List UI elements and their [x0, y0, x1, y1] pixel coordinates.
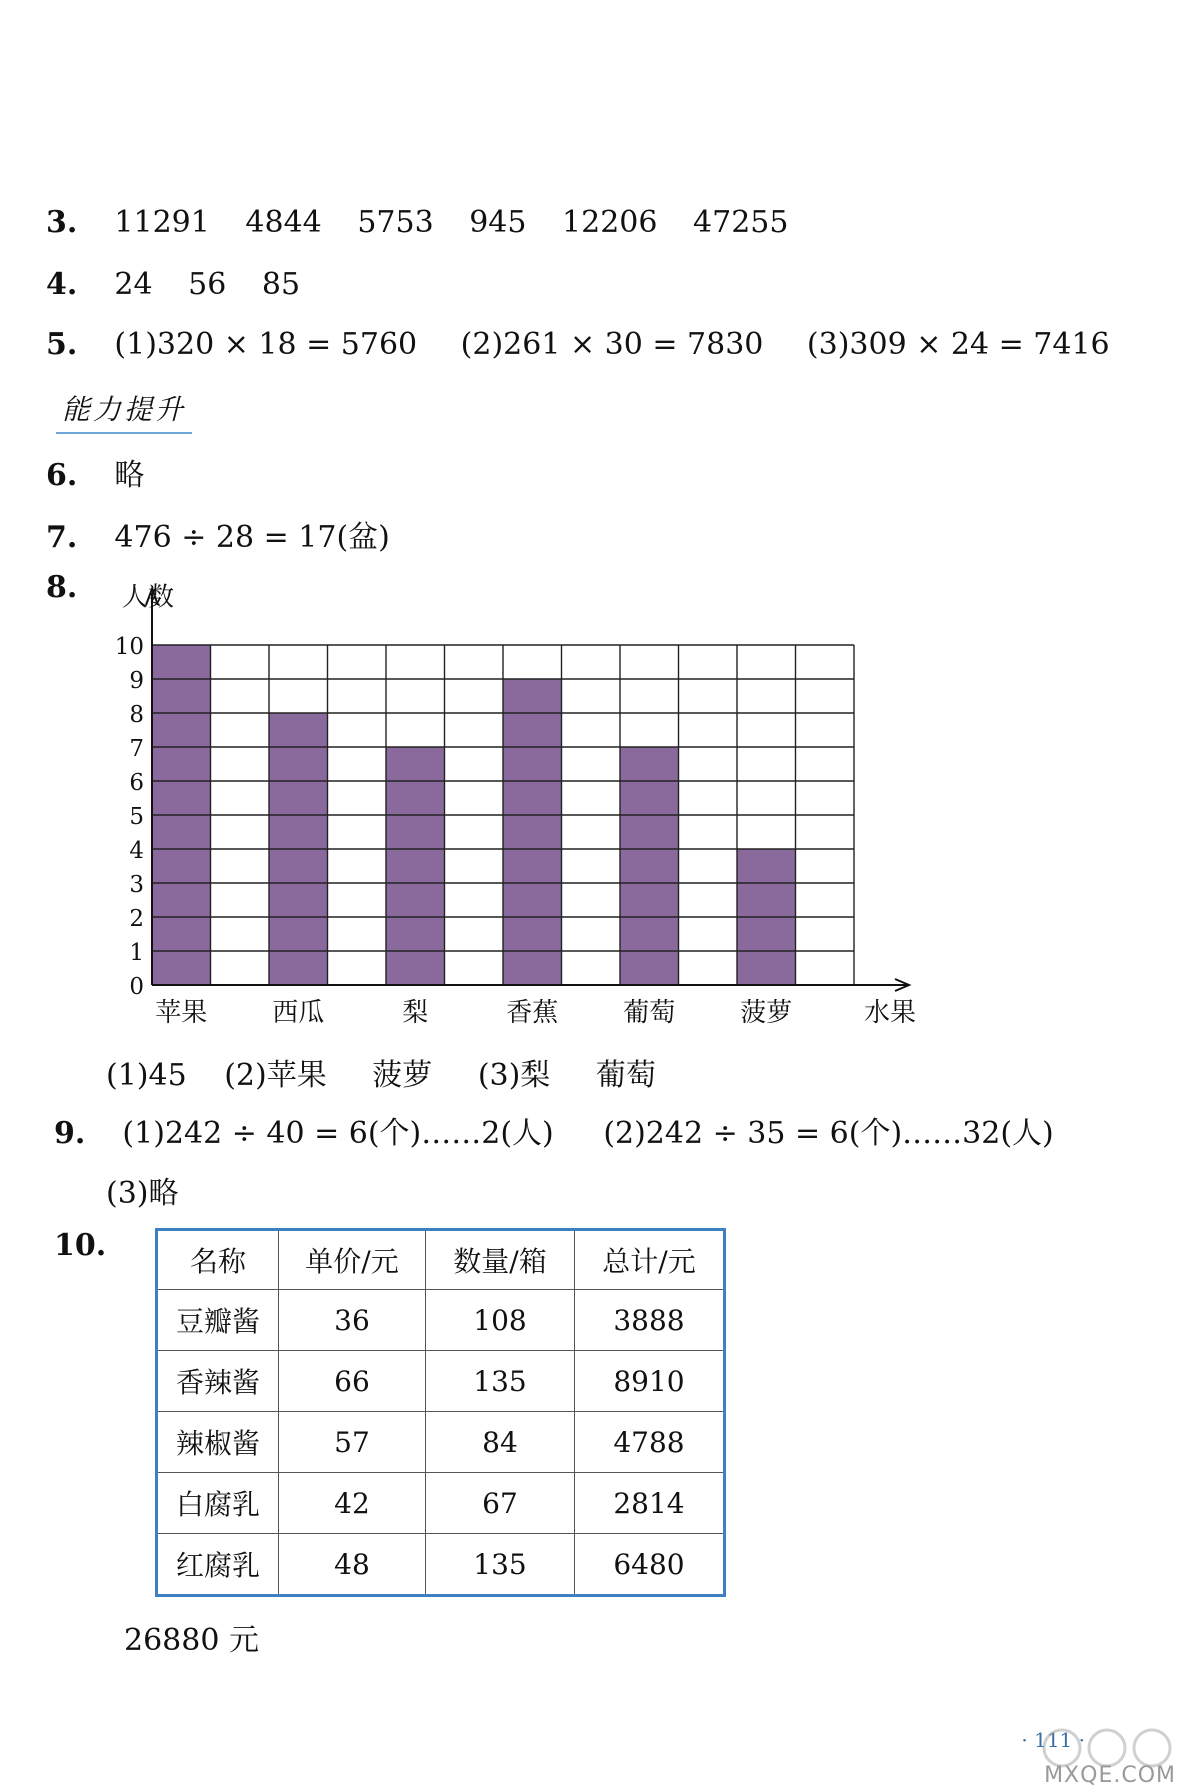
x-category-label: 梨: [402, 998, 429, 1025]
table-header-row: [157, 1230, 725, 1290]
table-cell: 2814: [575, 1473, 725, 1534]
table-row: [157, 1290, 725, 1351]
table-cell: 84: [426, 1412, 575, 1473]
answer-8-results: [106, 1050, 656, 1094]
y-tick-label: 1: [129, 940, 144, 966]
answer-3: [46, 205, 788, 240]
answer-part: (1)242 ÷ 40 = 6(个)……2(人): [122, 1116, 554, 1151]
price-table: [155, 1228, 726, 1597]
table-row: [157, 1473, 725, 1534]
answer-value: 5753: [357, 205, 434, 240]
y-tick-label: 5: [129, 804, 144, 830]
x-category-label: 香蕉: [506, 998, 559, 1025]
y-tick-label: 6: [129, 770, 144, 796]
table-cell: 57: [279, 1412, 426, 1473]
answer-part: (3)梨: [477, 1058, 551, 1093]
table-cell: 豆瓣酱: [157, 1290, 279, 1351]
page-number: · 111 ·: [1021, 1728, 1085, 1752]
y-tick-label: 3: [129, 872, 144, 898]
answer-5: [46, 327, 1110, 362]
answer-9: [54, 1108, 1054, 1152]
table-cell: 8910: [575, 1351, 725, 1412]
answer-value: 945: [469, 205, 527, 240]
answer-part: (3)略: [106, 1176, 179, 1211]
question-number: 6.: [46, 458, 78, 493]
question-number: 9.: [54, 1116, 86, 1151]
answer-text: 476 ÷ 28 = 17(盆): [114, 520, 390, 555]
x-category-label: 葡萄: [623, 998, 676, 1025]
answer-part: (3)309 × 24 = 7416: [806, 327, 1110, 362]
answer-value: 4844: [245, 205, 322, 240]
table-cell: 3888: [575, 1290, 725, 1351]
answer-value: 11291: [114, 205, 210, 240]
y-tick-label: 0: [129, 974, 144, 1000]
x-category-label: 西瓜: [272, 998, 325, 1025]
bar-葡萄: [620, 747, 679, 985]
answer-text: 略: [114, 458, 145, 493]
bar-香蕉: [503, 679, 562, 985]
table-cell: 66: [279, 1351, 426, 1412]
watermark-text: MXQE.COM: [1044, 1763, 1176, 1788]
answer-9-part3: [106, 1168, 179, 1212]
table-header: 名称: [157, 1230, 279, 1290]
y-tick-label: 7: [129, 736, 144, 762]
table-header: 数量/箱: [426, 1230, 575, 1290]
question-number: 4.: [46, 267, 78, 302]
answer-4: [46, 267, 300, 302]
y-tick-label: 10: [114, 634, 144, 660]
answer-value: 47255: [693, 205, 789, 240]
table-cell: 6480: [575, 1534, 725, 1596]
table-cell: 48: [279, 1534, 426, 1596]
table-cell: 135: [426, 1351, 575, 1412]
question-number: 5.: [46, 327, 78, 362]
table-cell: 香辣酱: [157, 1351, 279, 1412]
fruit-bar-chart: [100, 575, 980, 1025]
answer-value: 12206: [562, 205, 658, 240]
y-axis-title: 人数: [122, 582, 175, 613]
answer-part: (2)242 ÷ 35 = 6(个)……32(人): [603, 1116, 1054, 1151]
answer-7: [46, 512, 390, 556]
answer-6: [46, 450, 144, 494]
table-row: [157, 1534, 725, 1596]
question-number: 10.: [54, 1228, 107, 1263]
table-cell: 白腐乳: [157, 1473, 279, 1534]
table-cell: 67: [426, 1473, 575, 1534]
y-tick-label: 8: [129, 702, 144, 728]
table-row: [157, 1351, 725, 1412]
x-axis-title: 水果: [864, 998, 917, 1025]
table-cell: 108: [426, 1290, 575, 1351]
y-tick-label: 4: [129, 838, 144, 864]
answer-8: [46, 570, 77, 605]
table-header: 总计/元: [575, 1230, 725, 1290]
answer-part: (1)45: [106, 1058, 187, 1093]
table-cell: 135: [426, 1534, 575, 1596]
table-cell: 4788: [575, 1412, 725, 1473]
y-tick-label: 9: [129, 668, 144, 694]
answer-part: (2)261 × 30 = 7830: [460, 327, 764, 362]
table-cell: 42: [279, 1473, 426, 1534]
answer-10: [54, 1228, 106, 1263]
section-title: 能力提升: [56, 388, 192, 434]
answer-value: 85: [261, 267, 301, 302]
table-row: [157, 1412, 725, 1473]
y-tick-label: 2: [129, 906, 144, 932]
answer-part: 葡萄: [595, 1058, 656, 1093]
table-cell: 红腐乳: [157, 1534, 279, 1596]
answer-part: 菠萝: [372, 1058, 433, 1093]
answer-value: 24: [114, 267, 153, 302]
question-number: 3.: [46, 205, 78, 240]
answer-part: (2)苹果: [224, 1058, 327, 1093]
table-cell: 辣椒酱: [157, 1412, 279, 1473]
x-category-label: 菠萝: [740, 998, 793, 1025]
answer-value: 56: [188, 267, 227, 302]
x-category-label: 苹果: [155, 998, 208, 1025]
question-number: 8.: [46, 570, 78, 605]
table-header: 单价/元: [279, 1230, 426, 1290]
bar-梨: [386, 747, 445, 985]
answer-part: (1)320 × 18 = 5760: [114, 327, 418, 362]
table-cell: 36: [279, 1290, 426, 1351]
question-number: 7.: [46, 520, 78, 555]
total-amount: 26880 元: [124, 1623, 259, 1658]
